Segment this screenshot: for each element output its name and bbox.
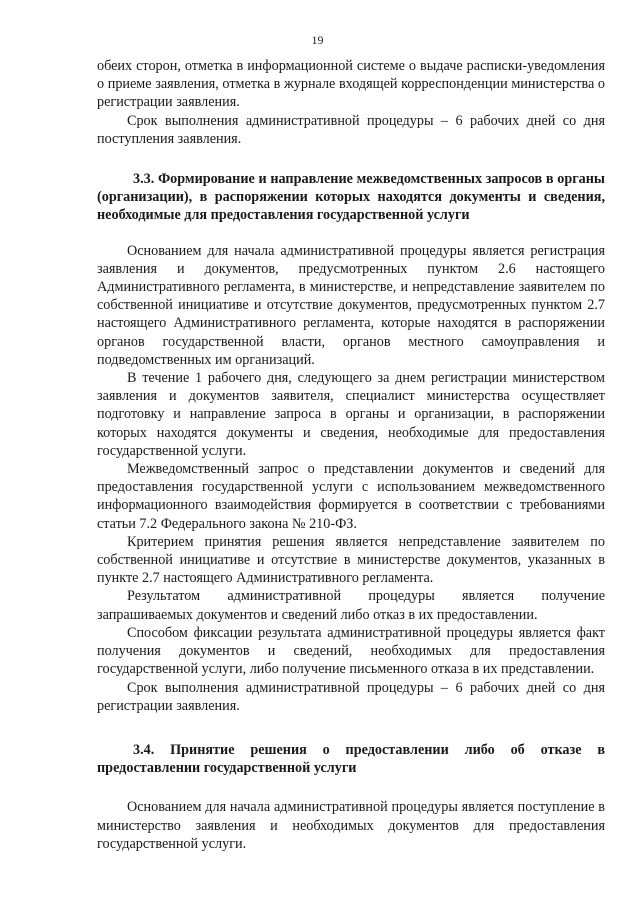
paragraph: Срок выполнения административной процедуры – 6 рабочих дней со дня поступления заявления. [97, 112, 605, 147]
paragraph: обеих сторон, отметка в информационной системе о выдаче расписки-уведомления о приеме заявления, отметка в журнале входящей корреспонденции министерства о регистрации заявления. [97, 58, 605, 111]
paragraph: Основанием для начала административной процедуры является регистрация заявления и документов, предусмотренных пунктом 2.6 настоящего Административного регламента, в министерстве, и непредставление заявителем по собственной инициативе и отсутствие документов, предусмотренных пунктом 2.7 настоящего Административного регламента, которые находятся в распоряжении органов государственной власти, органов местного самоуправления и подведомственных им организаций. [97, 242, 605, 368]
paragraph: Срок выполнения административной процедуры – 6 рабочих дней со дня регистрации заявления. [97, 679, 605, 714]
paragraph: Межведомственный запрос о представлении документов и сведений для предоставления государственной услуги с использованием межведомственного информационного взаимодействия формируется в соответствии с требованиями статьи 7.2 Федерального закона № 210-ФЗ. [97, 461, 605, 532]
paragraph: Способом фиксации результата административной процедуры является факт получения документов и сведений, необходимых для предоставления государственной услуги, либо получение письменного отказа в их представлении. [97, 624, 605, 678]
paragraph: В течение 1 рабочего дня, следующего за днем регистрации министерством заявления и документов заявителя, специалист министерства осуществляет подготовку и направление запроса в органы и организации, в распоряжении которых находятся документы и сведения, необходимые для предоставления государственной услуги. [97, 370, 605, 459]
section-heading-3-3: 3.3. Формирование и направление межведомственных запросов в органы (организации), в распоряжении которых находятся документы и сведения, необходимые для предоставления государственной услуги [97, 171, 605, 224]
paragraph: Основанием для начала административной процедуры является поступление в министерство заявления и необходимых документов для предоставления государственной услуги. [97, 799, 605, 852]
page-number: 19 [311, 33, 324, 47]
section-heading-3-4: 3.4. Принятие решения о предоставлении либо об отказе в предоставлении государственной услуги [97, 741, 605, 777]
paragraph: Критерием принятия решения является непредставление заявителем по собственной инициативе и отсутствие в министерстве документов, указанных в пункте 2.7 настоящего Административного регламента. [97, 533, 605, 587]
document-body [97, 57, 605, 853]
paragraph: Результатом административной процедуры является получение запрашиваемых документов и сведений либо отказ в их предоставлении. [97, 588, 605, 623]
